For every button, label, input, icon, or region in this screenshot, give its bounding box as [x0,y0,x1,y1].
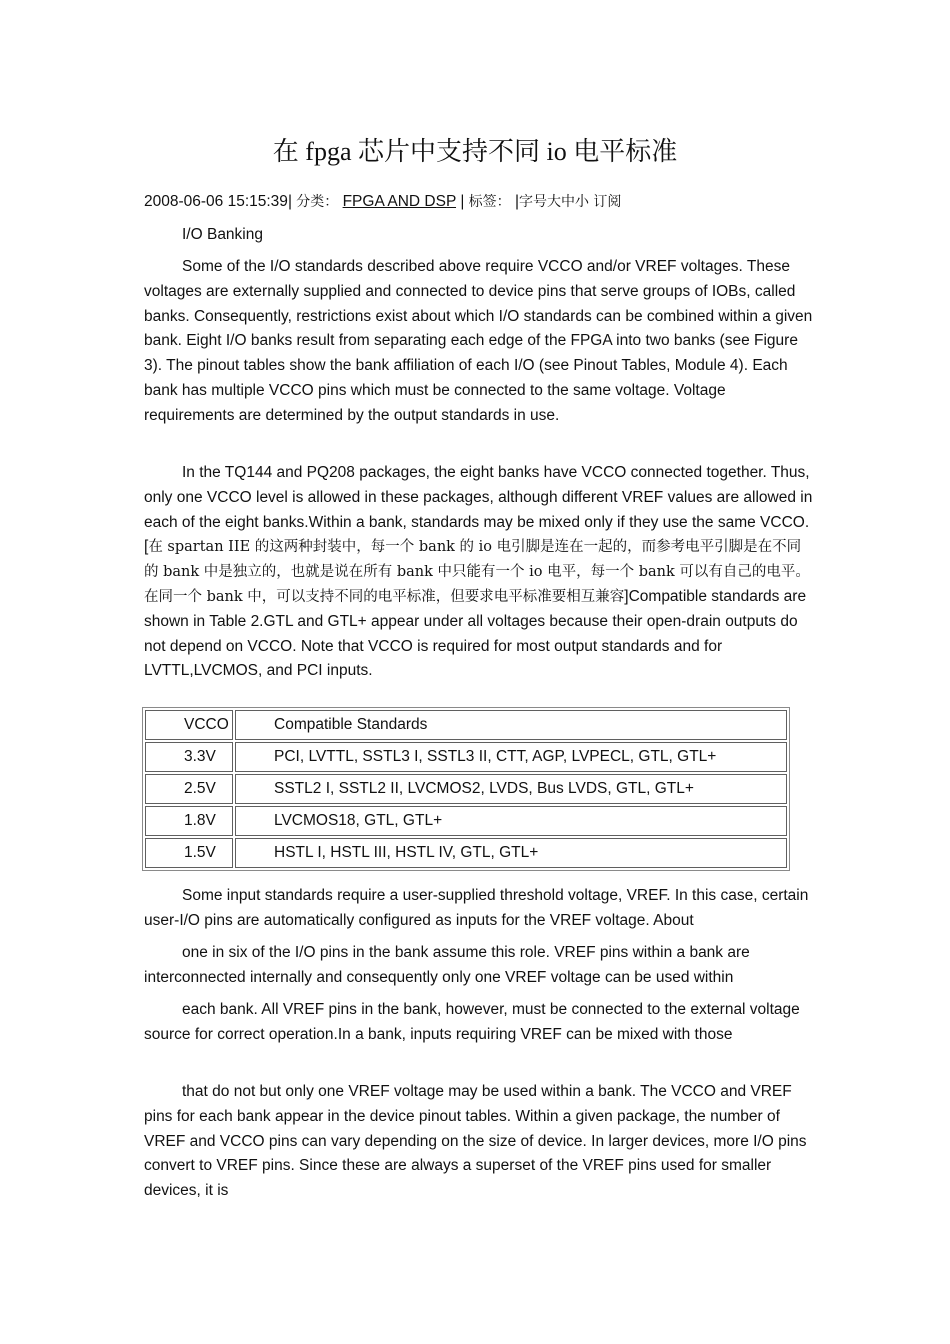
paragraph-io-banking: Some of the I/O standards described above require VCCO and/or VREF voltages. These voltages are externally supplied and connected to device pins that serve groups of IOBs, called banks. Consequently, restrictions exist about which I/O standards can be combined within a given bank. Eight I/O banks result from separating each edge of the FPGA into two banks (see Figure 3). The pinout tables show the bank affiliation of each I/O (see Pinout Tables, Module 4). Each bank has multiple VCCO pins which must be connected to the same voltage. Voltage requirements are determined by the output standards in use. [144,258,813,424]
paragraph-vref-role: one in six of the I/O pins in the bank assume this role. VREF pins within a bank are interconnected internally and consequently only one VREF voltage can be used within [144,944,750,986]
section-heading: I/O Banking [182,226,263,243]
table-cell-vcco: 1.5V [145,838,233,868]
font-size-control[interactable]: 字号大中小 [519,194,590,210]
paragraph-vref-connection: each bank. All VREF pins in the bank, however, must be connected to the external voltage source for correct operation.In a bank, inputs requiring VREF can be mixed with those [144,1001,800,1043]
header-cell-standards: Compatible Standards [235,710,787,740]
paragraph-text-en: In the TQ144 and PQ208 packages, the eight banks have VCCO connected together. Thus, only one VCCO level is allowed in these packages, although different VREF values are allowed in each of the eight banks.Within a bank, standards may be mixed only if they use the same VCCO. [ [144,464,813,556]
table-row [145,742,787,772]
page-title: 在 fpga 芯片中支持不同 io 电平标准 [272,137,678,166]
paragraph-text-en: ]Compatible standards are shown in Table 2.GTL and GTL+ appear under all voltages because their open-drain outputs do not depend on VCCO. Note that VCCO is required for most output standards and for LVTTL,LVCMOS, and PCI inputs. [144,587,807,680]
table-cell-vcco: 1.8V [145,806,233,836]
category-link[interactable]: FPGA AND DSP [342,193,457,210]
table-row [145,838,787,868]
table-cell-standards: PCI, LVTTL, SSTL3 I, SSTL3 II, CTT, AGP, LVPECL, GTL, GTL+ [235,742,787,772]
paragraph-vref-intro: Some input standards require a user-supplied threshold voltage, VREF. In this case, certain user-I/O pins are automatically configured as inputs for the VREF voltage. About [144,887,809,929]
post-datetime: 2008-06-06 15:15:39 [144,193,288,210]
category-label: 分类： [296,194,339,210]
subscribe-link[interactable]: 订阅 [593,194,622,210]
separator: | [514,193,520,210]
table-cell-standards: LVCMOS18, GTL, GTL+ [235,806,787,836]
table-row [145,774,787,804]
header-cell-vcco: VCCO [145,710,233,740]
table-cell-standards: HSTL I, HSTL III, HSTL IV, GTL, GTL+ [235,838,787,868]
paragraph-vref-pins: that do not but only one VREF voltage may be used within a bank. The VCCO and VREF pins for each bank appear in the device pinout tables. Within a given package, the number of VREF and VCCO pins can vary depending on the size of device. In larger devices, more I/O pins convert to VREF pins. Since these are always a superset of the VREF pins used for smaller devices, it is [144,1083,807,1200]
table-cell-vcco: 2.5V [145,774,233,804]
table-cell-standards: SSTL2 I, SSTL2 II, LVCMOS2, LVDS, Bus LVDS, GTL, GTL+ [235,774,787,804]
paragraph-text-cn: 在 spartan IIE 的这两种封装中，每一个 bank 的 io 电引脚是连在一起的，而参考电平引脚是在不同的 bank 中是独立的，也就是说在所有 bank 中只能有一个 io 电平，每一个 bank 可以有自己的电平。在同一个 bank 中，可以支持不同的电平标准，但要求电平标准要相互兼容 [144,539,810,605]
separator: | [460,193,465,210]
table-cell-vcco: 3.3V [145,742,233,772]
tags-label: 标签： [468,194,511,210]
compatible-standards-table [142,707,790,871]
table-header-row [145,710,787,740]
post-meta [144,190,824,214]
table-row [145,806,787,836]
separator: | [287,193,292,210]
paragraph-packages [144,461,814,684]
